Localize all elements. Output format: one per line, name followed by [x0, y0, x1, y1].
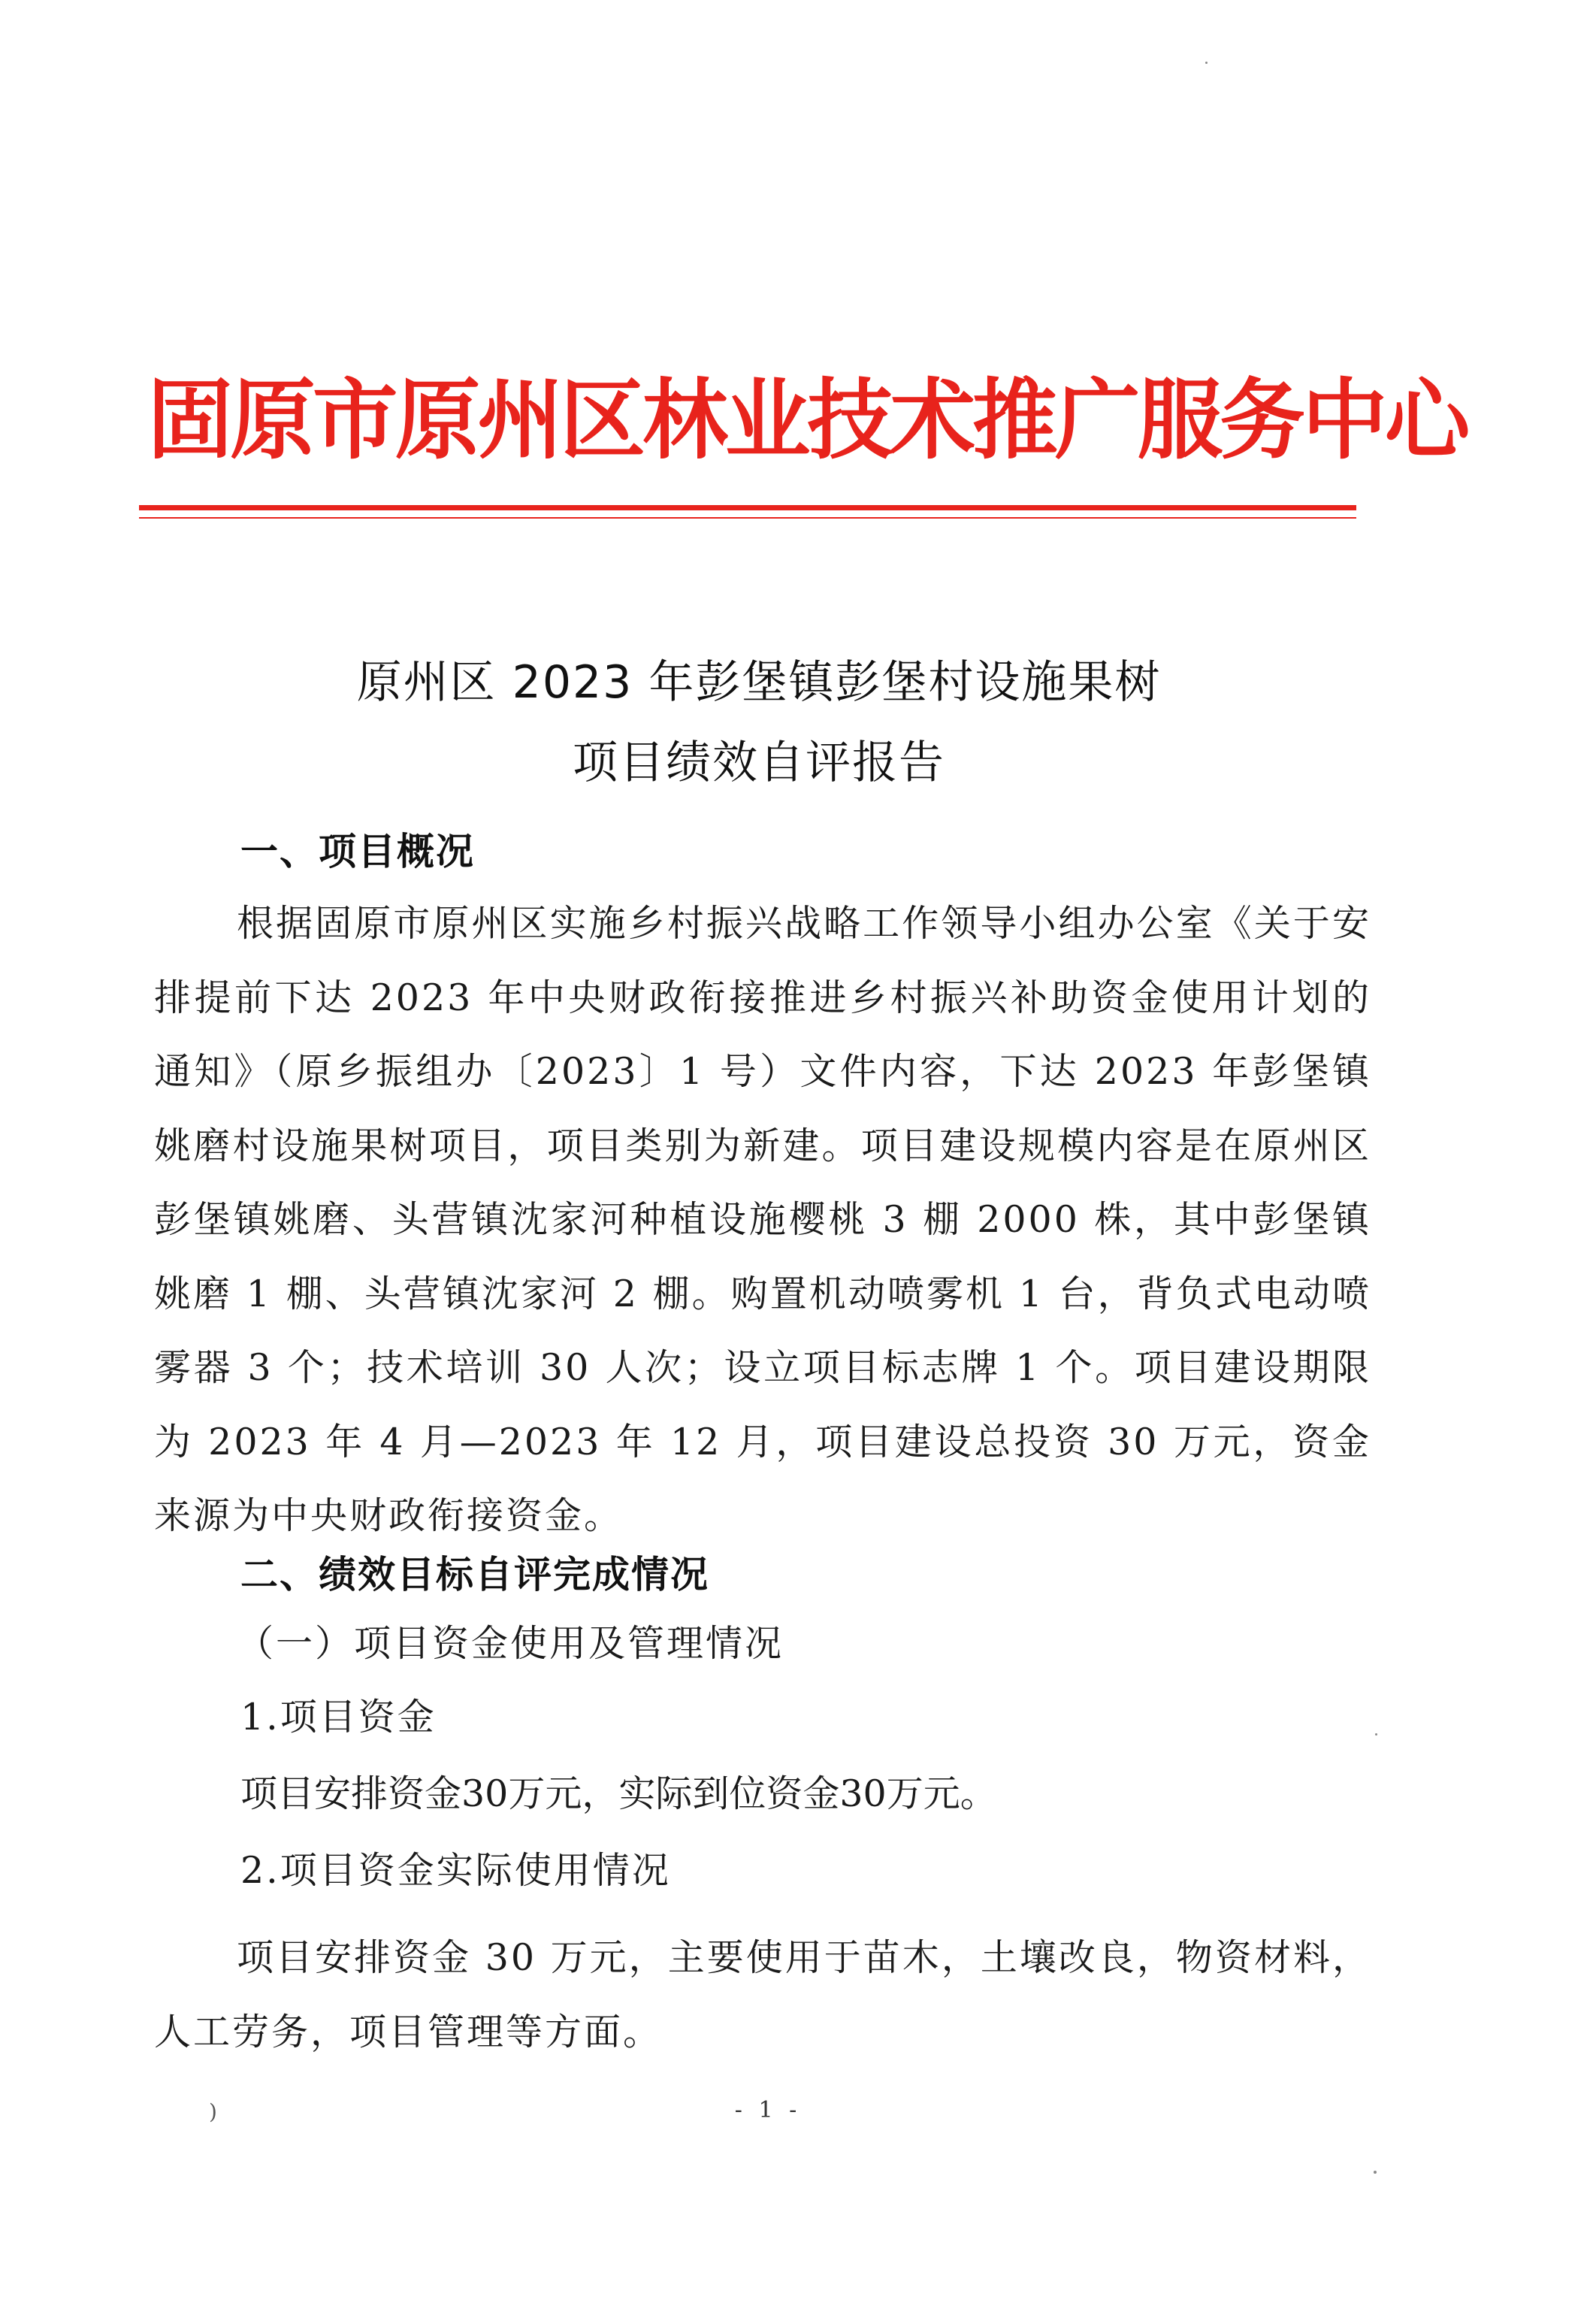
letterhead-org-name: 固原市原州区林业技术推广服务中心	[147, 370, 1468, 471]
item-2-title: 2.项目资金实际使用情况	[240, 1849, 671, 1892]
item-2-text: 项目安排资金 30 万元，主要使用于苗木，土壤改良，物资材料，人工劳务，项目管理等方面。	[154, 1936, 1371, 2053]
report-title-line1: 原州区 2023 年彭堡镇彭堡村设施果树	[356, 656, 1162, 709]
section-2-heading: 二、绩效目标自评完成情况	[240, 1553, 709, 1596]
scan-speck	[1205, 62, 1208, 64]
page-number: - 1 -	[734, 2097, 802, 2123]
section-1-heading: 一、项目概况	[240, 830, 475, 873]
scan-speck	[1375, 1733, 1377, 1736]
item-1-text: 项目安排资金30万元，实际到位资金30万元。	[240, 1772, 997, 1815]
letterhead-red-rule-thin	[139, 517, 1356, 519]
section-2-subheading: （一）项目资金使用及管理情况	[237, 1622, 784, 1665]
scan-speck	[1374, 2171, 1377, 2174]
item-1-title: 1.项目资金	[240, 1696, 437, 1739]
margin-mark: )	[209, 2099, 217, 2124]
letterhead-red-rule	[139, 505, 1356, 510]
section-1-paragraph: 根据固原市原州区实施乡村振兴战略工作领导小组办公室《关于安排提前下达 2023 年中央财政衔接推进乡村振兴补助资金使用计划的通知》（原乡振组办〔2023〕1 号）文件内容，下达 2023 年彭堡镇姚磨村设施果树项目，项目类别为新建。项目建设规模内容是在原州区彭堡镇姚磨、头营镇沈家河种植设施樱桃 3 棚 2000 株，其中彭堡镇姚磨 1 棚、头营镇沈家河 2 棚。购置机动喷雾机 1 台，背负式电动喷雾器 3 个；技术培训 30 人次；设立项目标志牌 1 个。项目建设期限为 2023 年 4 月—2023 年 12 月，项目建设总投资 30 万元，资金来源为中央财政衔接资金。	[154, 902, 1371, 1537]
report-title-line2: 项目绩效自评报告	[573, 737, 945, 789]
